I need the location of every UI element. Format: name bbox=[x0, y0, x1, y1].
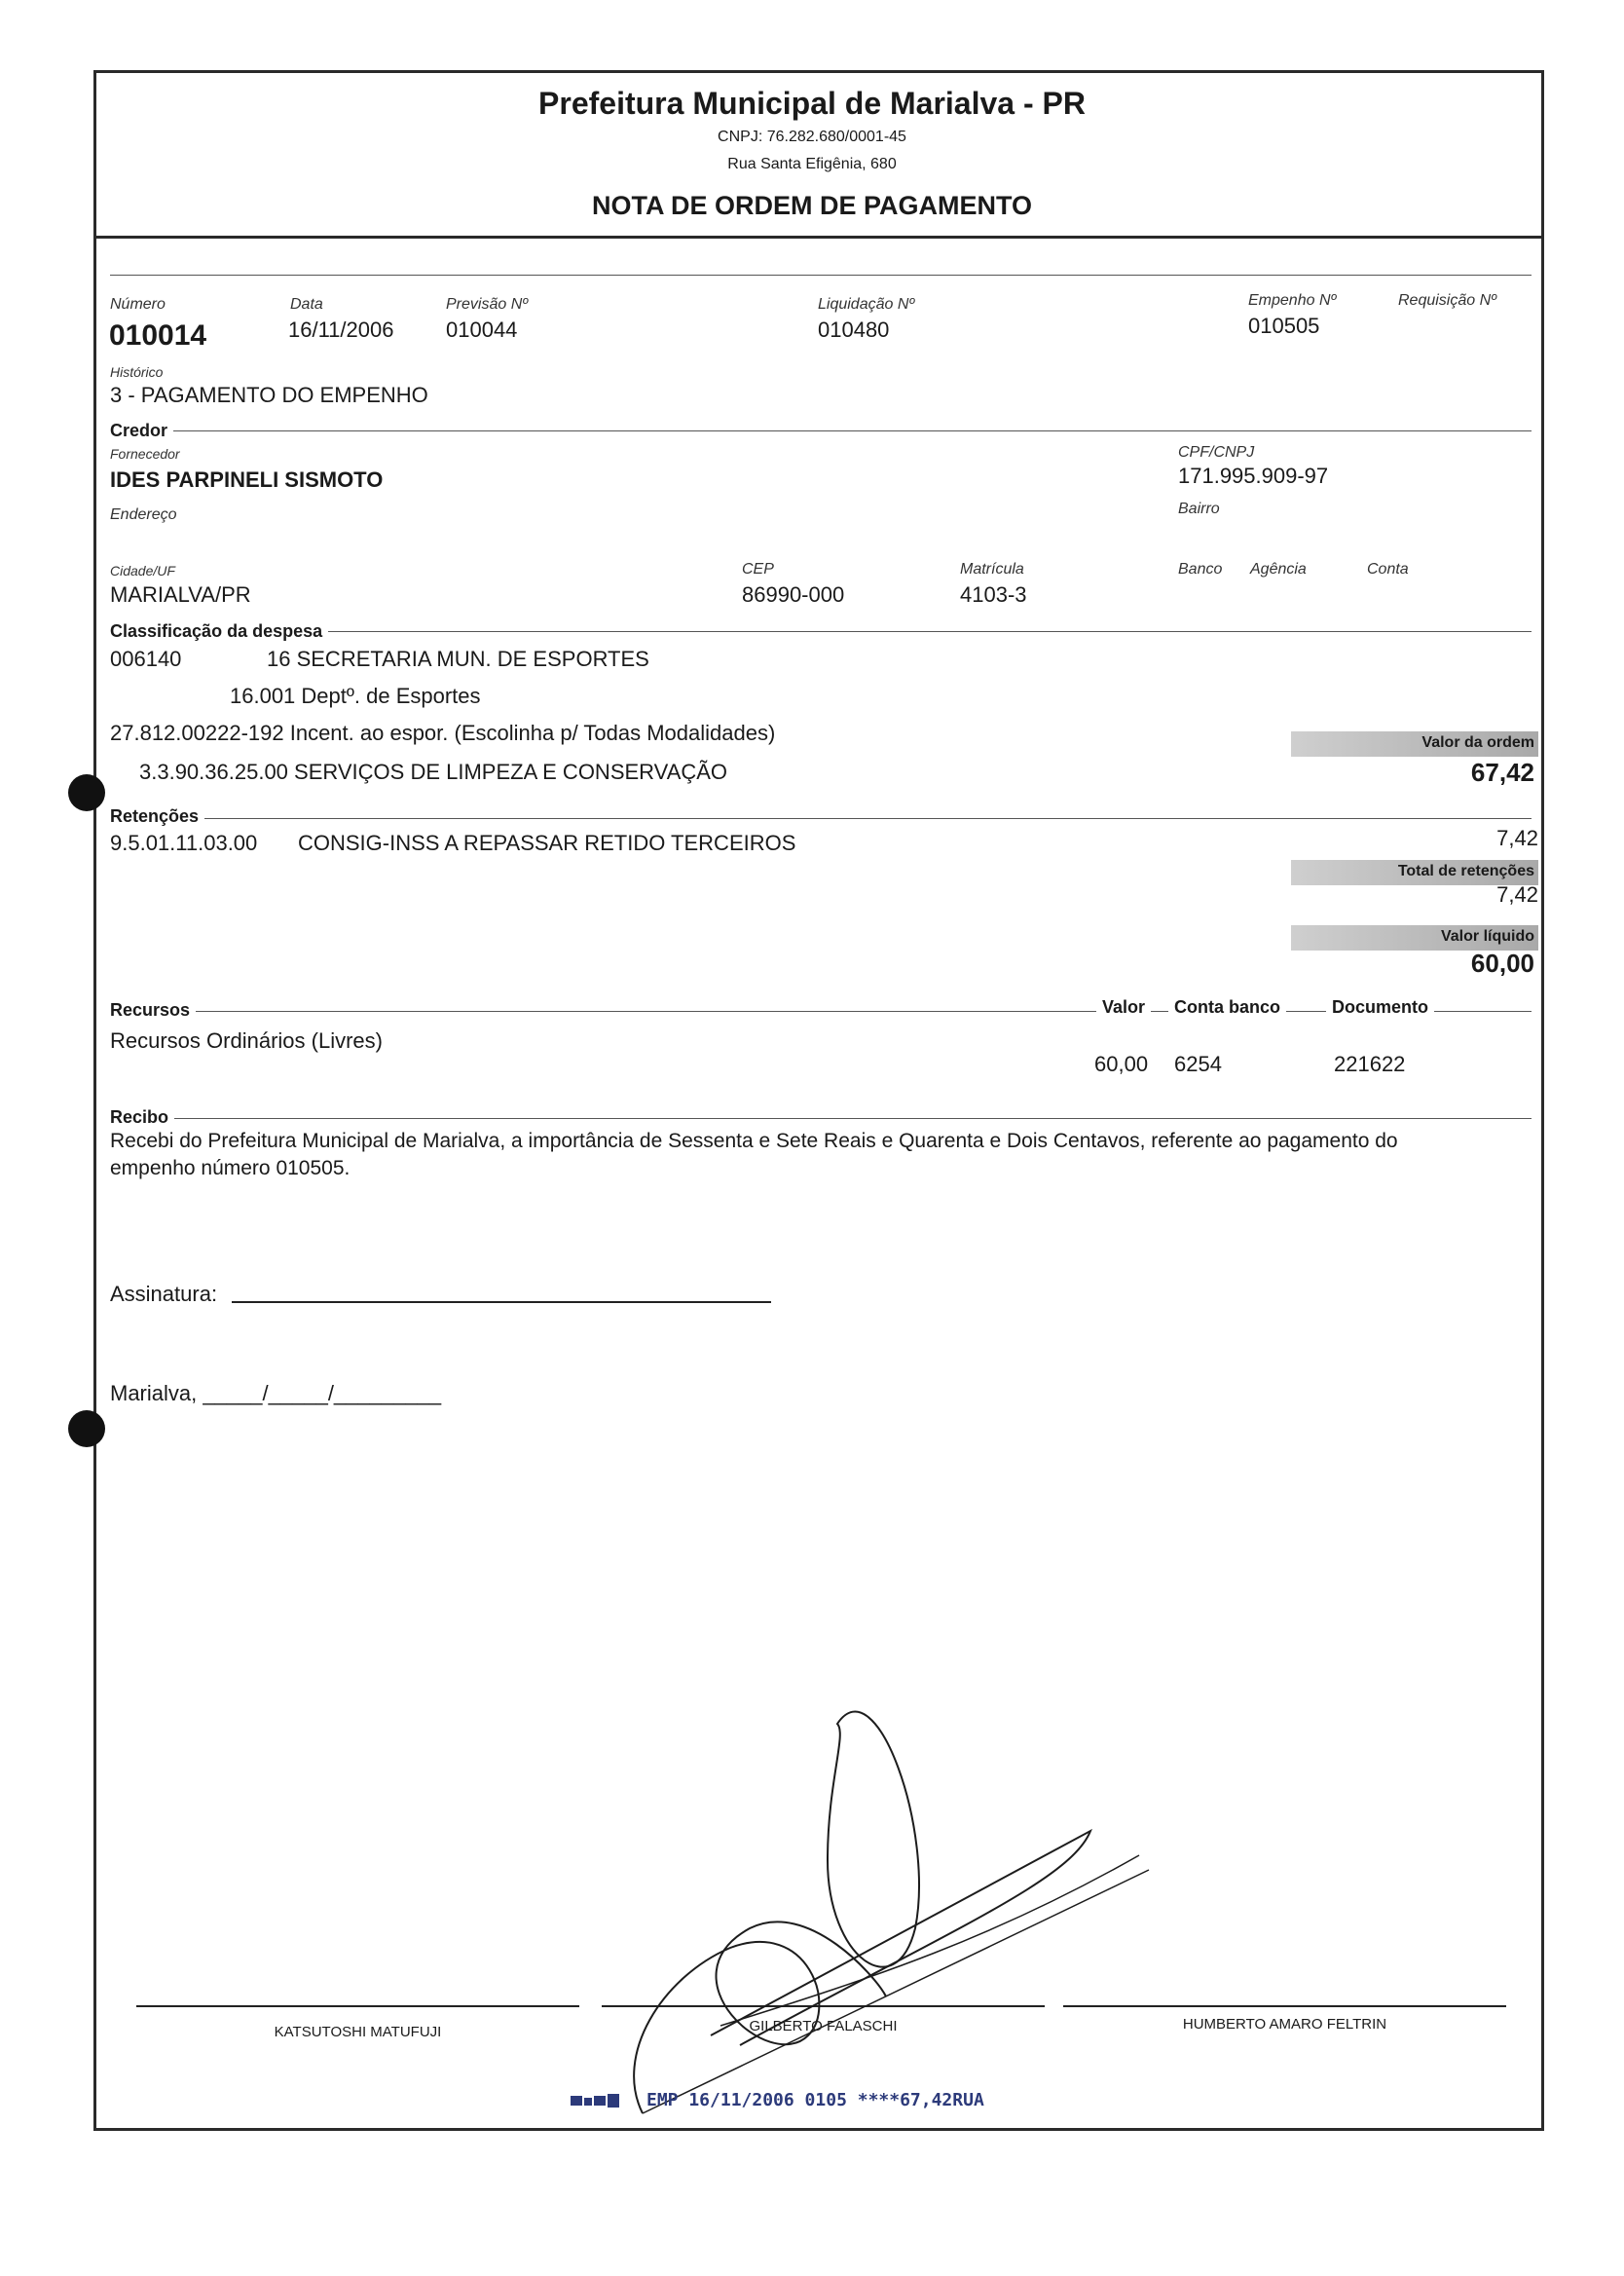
valor-ordem-label: Valor da ordem bbox=[1421, 734, 1534, 751]
classificacao-programa: 27.812.00222-192 Incent. ao espor. (Escolinha p/ Todas Modalidades) bbox=[110, 721, 776, 745]
retencao-desc: CONSIG-INSS A REPASSAR RETIDO TERCEIROS bbox=[298, 831, 796, 855]
assinatura-label: Assinatura: bbox=[110, 1282, 218, 1306]
handwritten-signature-image bbox=[584, 1685, 1188, 2133]
conta-label: Conta bbox=[1367, 561, 1409, 578]
cep-label: CEP bbox=[742, 561, 774, 578]
credor-section-label: Credor bbox=[110, 421, 173, 441]
total-retencoes-label: Total de retenções bbox=[1397, 863, 1534, 879]
historico-value: 3 - PAGAMENTO DO EMPENHO bbox=[110, 383, 428, 407]
fornecedor-label: Fornecedor bbox=[110, 446, 180, 462]
recibo-section-label: Recibo bbox=[110, 1107, 174, 1128]
bank-stamp-icon bbox=[571, 2094, 621, 2108]
historico-label: Histórico bbox=[110, 364, 164, 380]
endereco-label: Endereço bbox=[110, 506, 177, 523]
classificacao-code: 006140 bbox=[110, 647, 182, 671]
recursos-section-label: Recursos bbox=[110, 1000, 196, 1021]
matricula-label: Matrícula bbox=[960, 561, 1024, 578]
banco-label: Banco bbox=[1178, 561, 1223, 578]
agencia-label: Agência bbox=[1250, 561, 1307, 578]
signatory-1-name: KATSUTOSHI MATUFUJI bbox=[274, 2024, 442, 2040]
valor-liquido-value: 60,00 bbox=[1470, 949, 1534, 978]
valor-liquido-bar bbox=[1291, 925, 1538, 951]
header-cnpj: CNPJ: 76.282.680/0001-45 bbox=[718, 129, 906, 145]
punch-hole bbox=[68, 774, 105, 811]
previsao-value: 010044 bbox=[446, 317, 518, 342]
bairro-label: Bairro bbox=[1178, 501, 1220, 517]
footer-stamp-text: EMP 16/11/2006 0105 ****67,42RUA bbox=[646, 2090, 984, 2110]
valor-liquido-label: Valor líquido bbox=[1440, 928, 1534, 945]
cpf-label: CPF/CNPJ bbox=[1178, 444, 1255, 461]
retencao-code: 9.5.01.11.03.00 bbox=[110, 831, 258, 855]
valor-ordem-value: 67,42 bbox=[1470, 758, 1534, 787]
cpf-value: 171.995.909-97 bbox=[1178, 464, 1329, 488]
empenho-label: Empenho Nº bbox=[1248, 292, 1337, 309]
total-retencoes-value: 7,42 bbox=[1496, 882, 1538, 907]
header-title: Prefeitura Municipal de Marialva - PR bbox=[538, 86, 1086, 121]
numero-label: Número bbox=[110, 296, 166, 313]
data-label: Data bbox=[290, 296, 323, 313]
data-value: 16/11/2006 bbox=[288, 317, 394, 342]
signatory-3-name: HUMBERTO AMARO FELTRIN bbox=[1182, 2016, 1387, 2033]
recursos-documento: 221622 bbox=[1334, 1052, 1406, 1076]
recursos-divider bbox=[110, 1011, 1532, 1012]
signature-line-1 bbox=[136, 2005, 579, 2007]
recursos-desc: Recursos Ordinários (Livres) bbox=[110, 1028, 383, 1053]
previsao-label: Previsão Nº bbox=[446, 296, 529, 313]
empenho-value: 010505 bbox=[1248, 314, 1320, 338]
header-address: Rua Santa Efigênia, 680 bbox=[727, 156, 897, 172]
valor-ordem-bar bbox=[1291, 731, 1538, 757]
cidade-label: Cidade/UF bbox=[110, 563, 175, 578]
doc-title: NOTA DE ORDEM DE PAGAMENTO bbox=[591, 191, 1032, 220]
retencoes-divider bbox=[110, 818, 1532, 819]
classificacao-secretaria: 16 SECRETARIA MUN. DE ESPORTES bbox=[267, 647, 649, 671]
recibo-text-line1: Recebi do Prefeitura Municipal de Marialva, a importância de Sessenta e Sete Reais e Quarenta e Dois Centavos, referente ao pagamento do bbox=[110, 1130, 1398, 1152]
fornecedor-value: IDES PARPINELI SISMOTO bbox=[110, 467, 384, 492]
signatory-2-name: GILBERTO FALASCHI bbox=[749, 2018, 898, 2034]
punch-hole bbox=[68, 1410, 105, 1447]
classificacao-departamento: 16.001 Deptº. de Esportes bbox=[230, 684, 481, 708]
local-date: Marialva, _____/_____/_________ bbox=[110, 1381, 442, 1405]
requisicao-label: Requisição Nº bbox=[1398, 292, 1496, 309]
assinatura-line bbox=[232, 1301, 771, 1303]
header-divider bbox=[93, 236, 1541, 239]
recursos-documento-label: Documento bbox=[1326, 997, 1434, 1018]
top-divider bbox=[110, 275, 1532, 276]
classificacao-section-label: Classificação da despesa bbox=[110, 621, 328, 642]
numero-value: 010014 bbox=[109, 319, 207, 352]
liquidacao-label: Liquidação Nº bbox=[818, 296, 915, 313]
recursos-valor: 60,00 bbox=[1094, 1052, 1149, 1076]
cidade-value: MARIALVA/PR bbox=[110, 582, 251, 607]
classificacao-elemento: 3.3.90.36.25.00 SERVIÇOS DE LIMPEZA E CONSERVAÇÃO bbox=[139, 760, 728, 784]
retencoes-section-label: Retenções bbox=[110, 806, 204, 827]
recursos-valor-label: Valor bbox=[1096, 997, 1151, 1018]
recibo-divider bbox=[110, 1118, 1532, 1119]
recibo-text-line2: empenho número 010505. bbox=[110, 1157, 351, 1179]
cep-value: 86990-000 bbox=[742, 582, 845, 607]
recursos-conta-label: Conta banco bbox=[1168, 997, 1286, 1018]
liquidacao-value: 010480 bbox=[818, 317, 890, 342]
credor-divider bbox=[110, 430, 1532, 431]
matricula-value: 4103-3 bbox=[960, 582, 1027, 607]
recursos-conta: 6254 bbox=[1174, 1052, 1222, 1076]
retencao-value: 7,42 bbox=[1496, 826, 1538, 850]
